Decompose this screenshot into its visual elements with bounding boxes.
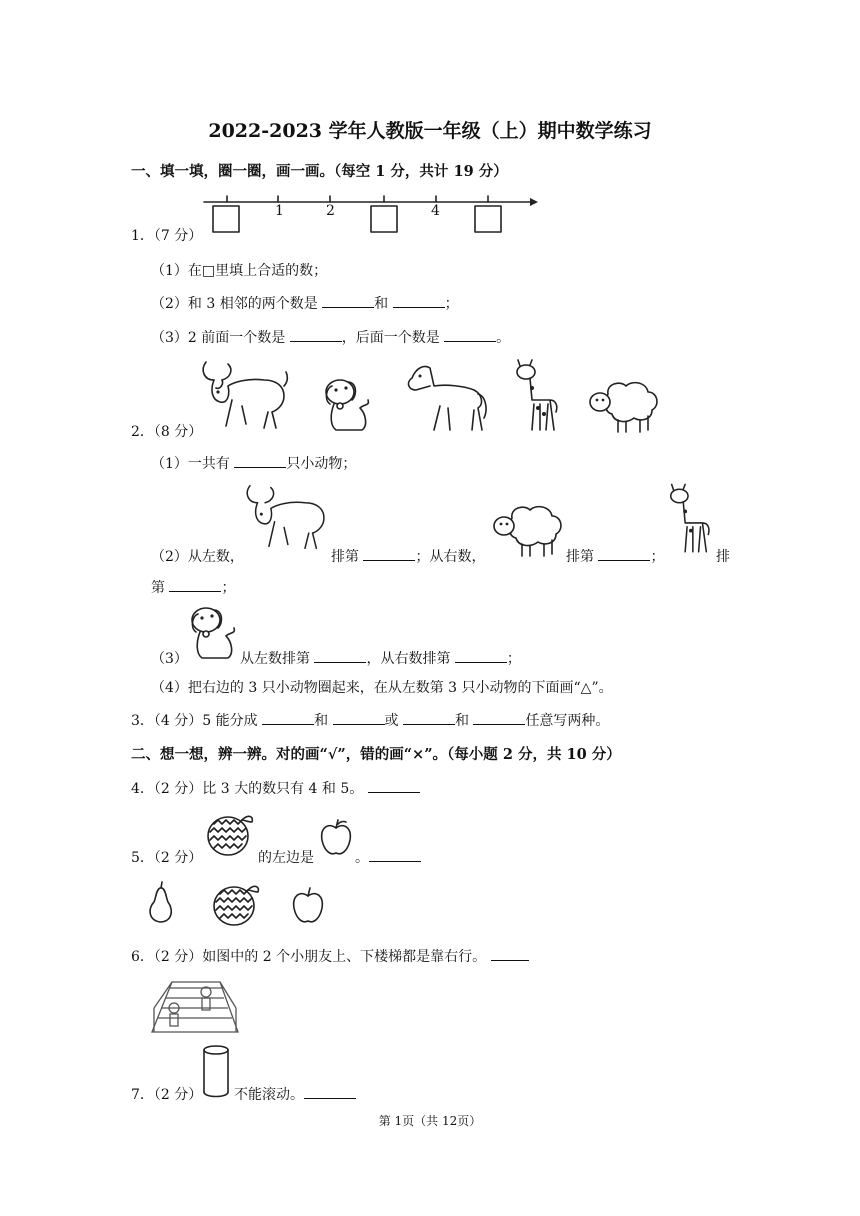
q3-and-1: 和 (314, 713, 329, 729)
sheep-image (586, 374, 662, 434)
q5-text: 的左边是 (258, 850, 314, 866)
page-title: 2022-2023 学年人教版一年级（上）期中数学练习 (208, 120, 652, 142)
q2-sub2-end: ； (221, 580, 236, 596)
q2-sub2-rank3: 第 (151, 580, 165, 596)
q3-end: 任意写两种。 (525, 713, 610, 729)
page-footer: 第 1页（共 12页） (378, 1114, 482, 1128)
answer-blank[interactable] (333, 712, 385, 725)
q1-sub2-text: （2）和 3 相邻的两个数是 (151, 296, 318, 312)
q1-sub2-and: 和 (374, 296, 389, 312)
number-line-box-2 (371, 206, 397, 232)
stairs-image (150, 978, 240, 1034)
q2-sub2-rank2: 排第 (566, 549, 594, 565)
watermelon-image (204, 810, 256, 858)
pear-image (144, 882, 178, 926)
watermelon-small-image (210, 880, 262, 928)
q1-sub2-end: ； (444, 296, 459, 312)
q3 (131, 710, 609, 730)
q2-label: 2．（8 分） (131, 424, 203, 440)
answer-blank[interactable] (234, 455, 286, 468)
number-line-box-3 (475, 206, 501, 232)
q3-text: 3．（4 分）5 能分成 (131, 713, 258, 729)
section-1-heading: 一、填一填，圈一圈，画一画。（每空 1 分，共计 19 分） (131, 163, 508, 180)
bull-small-image (242, 480, 330, 554)
sheep-small-image (490, 498, 566, 558)
answer-blank[interactable] (363, 548, 415, 561)
tick-label-4: 4 (431, 203, 440, 219)
answer-blank[interactable] (169, 579, 221, 592)
q6 (131, 946, 529, 966)
q2-sub2-right: ；从右数， (415, 549, 486, 565)
answer-blank[interactable] (491, 948, 529, 961)
horse-image (402, 360, 490, 436)
number-line-box-1 (213, 206, 239, 232)
q2-sub1 (151, 453, 356, 473)
q1-sub3-end: 。 (496, 330, 511, 346)
q2-sub2-semicolon: ； (650, 549, 665, 565)
answer-blank[interactable] (304, 1086, 356, 1099)
q2-sub2-c (566, 546, 664, 566)
apple-small-image (290, 886, 326, 926)
answer-blank[interactable] (290, 329, 342, 342)
q2-sub2-a: （2）从左数， (151, 549, 244, 565)
q7-label: 7．（2 分） (131, 1087, 203, 1103)
answer-blank[interactable] (322, 295, 374, 308)
tick-label-2: 2 (326, 203, 335, 219)
q2-sub3 (240, 648, 521, 668)
q3-and-2: 和 (454, 713, 469, 729)
q5-period: 。 (355, 850, 369, 866)
answer-blank[interactable] (473, 712, 525, 725)
answer-blank[interactable] (314, 650, 366, 663)
q7-text: 不能滚动。 (234, 1087, 304, 1103)
q2-sub4: （4）把右边的 3 只小动物圈起来，在从左数第 3 只小动物的下面画“△”。 (151, 680, 613, 696)
q1-sub1: （1）在□里填上合适的数； (151, 263, 328, 279)
dog-small-image (184, 600, 240, 664)
q2-sub3-label: （3） (151, 651, 188, 667)
dog-image (318, 372, 374, 436)
tick-label-1: 1 (275, 203, 284, 219)
q2-sub1-text: （1）一共有 (151, 456, 230, 472)
q2-sub3-right: ，从右数排第 (366, 651, 451, 667)
giraffe-image (510, 360, 562, 436)
answer-blank[interactable] (444, 329, 496, 342)
section-2-heading: 二、想一想，辨一辨。对的画“√”，错的画“×”。（每小题 2 分，共 10 分） (131, 746, 621, 763)
q2-sub3-end: ； (506, 651, 521, 667)
q4-text: 4．（2 分）比 3 大的数只有 4 和 5。 (131, 781, 364, 797)
answer-blank[interactable] (403, 712, 455, 725)
q2-sub2-b (331, 546, 485, 566)
answer-blank[interactable] (369, 849, 421, 862)
q1-label: 1．（7 分） (131, 228, 203, 244)
q2-sub2-d: 排 (716, 549, 730, 565)
answer-blank[interactable] (393, 295, 445, 308)
q5-end (355, 847, 421, 867)
bull-image (198, 356, 290, 434)
giraffe-small-image (664, 484, 714, 558)
q3-or: 或 (384, 713, 399, 729)
q2-sub2-e (151, 577, 235, 597)
q1-sub2 (151, 293, 459, 313)
q1-sub3 (151, 327, 510, 347)
cylinder-image (200, 1044, 232, 1100)
q2-sub2-rank: 排第 (331, 549, 359, 565)
q2-sub3-left: 从左数排第 (240, 651, 310, 667)
q2-sub1-end: 只小动物； (286, 456, 357, 472)
number-line (200, 190, 540, 240)
q4 (131, 778, 420, 798)
q7 (234, 1084, 356, 1104)
answer-blank[interactable] (598, 548, 650, 561)
answer-blank[interactable] (368, 780, 420, 793)
q6-text: 6．（2 分）如图中的 2 个小朋友上、下楼梯都是靠右行。 (131, 949, 487, 965)
q5-label: 5．（2 分） (131, 850, 203, 866)
answer-blank[interactable] (262, 712, 314, 725)
answer-blank[interactable] (455, 650, 507, 663)
apple-image (318, 818, 354, 858)
q1-sub3-text: （3）2 前面一个数是 (151, 330, 286, 346)
q1-sub3-mid: ，后面一个数是 (341, 330, 440, 346)
